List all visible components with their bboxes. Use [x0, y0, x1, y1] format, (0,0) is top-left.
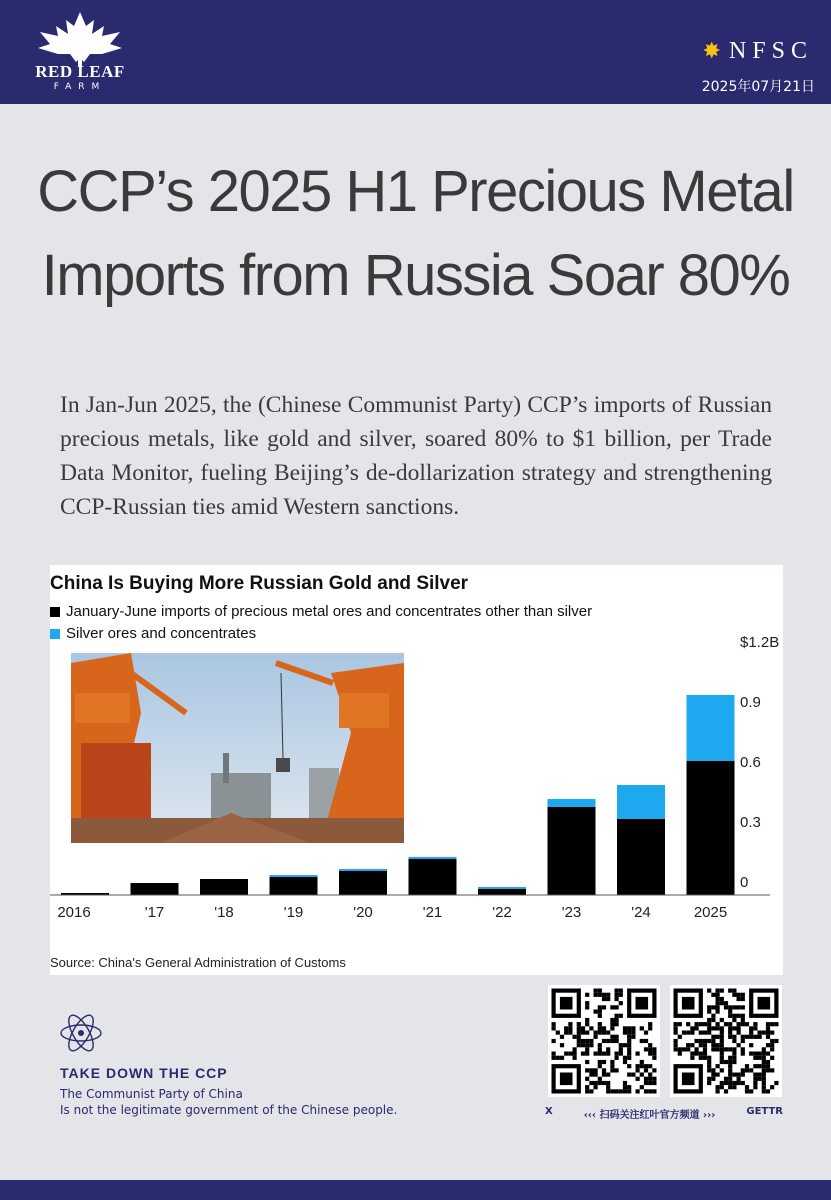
qr-caption: [545, 1106, 783, 1121]
bar-silver-8: [617, 785, 665, 819]
x-tick-label: 2016: [57, 904, 91, 921]
bar-silver-5: [409, 857, 457, 859]
legend-label-other: January-June imports of precious metal ores and concentrates other than silver: [66, 603, 593, 620]
legend-label-silver: Silver ores and concentrates: [66, 625, 257, 642]
logo-subtext: FARM: [53, 82, 107, 92]
footer-headline: TAKE DOWN THE CCP: [60, 1065, 228, 1081]
qr-label-x: X: [545, 1106, 553, 1117]
y-tick-label: 0.6: [740, 754, 761, 771]
x-tick-label: '23: [561, 904, 582, 921]
qr-code-gettr[interactable]: [670, 985, 782, 1097]
atom-icon: [58, 1010, 104, 1056]
bar-silver-9: [687, 695, 735, 761]
y-tick-label: 0: [740, 874, 749, 891]
org-label: NFSC: [728, 38, 813, 64]
bar-other-metals-1: [131, 883, 179, 895]
bar-other-metals-4: [339, 871, 387, 895]
y-tick-label: 0.3: [740, 814, 761, 831]
x-tick-label: 2025: [693, 904, 728, 921]
logo-text: RED LEAF: [35, 62, 125, 81]
maple-leaf-icon: [30, 10, 130, 66]
bar-other-metals-3: [270, 877, 318, 895]
x-tick-label: '24: [631, 904, 651, 921]
header-bar: [0, 0, 831, 104]
chart-title: China Is Buying More Russian Gold and Silver: [50, 573, 469, 594]
bar-silver-4: [339, 869, 387, 871]
qr-label-middle: ‹‹‹ 扫码关注红叶官方频道 ›››: [583, 1110, 716, 1121]
bar-other-metals-2: [200, 879, 248, 895]
x-tick-label: '17: [144, 904, 165, 921]
headline: CCP’s 2025 H1 Precious Metal Imports from Russia Soar 80%: [37, 159, 794, 308]
bar-other-metals-8: [617, 819, 665, 895]
post-date: 2025年07月21日: [701, 79, 815, 95]
bar-silver-6: [478, 887, 526, 889]
bar-other-metals-9: [687, 761, 735, 895]
org-name: [703, 38, 813, 65]
footer-line-2: Is not the legitimate government of the Chinese people.: [60, 1103, 398, 1117]
star-icon: ✸: [702, 38, 721, 63]
footer-line-1: The Communist Party of China: [60, 1087, 243, 1101]
bar-other-metals-7: [548, 807, 596, 895]
x-tick-label: '21: [422, 904, 443, 921]
bar-silver-3: [270, 875, 318, 877]
red-leaf-logo: [30, 10, 130, 98]
bar-other-metals-6: [478, 889, 526, 895]
chart-panel: [50, 565, 783, 975]
y-tick-label: $1.2B: [740, 634, 780, 651]
port-crane-photo: [71, 653, 404, 843]
x-tick-label: '22: [492, 904, 512, 921]
footer-bar: [0, 1180, 831, 1200]
x-tick-label: '18: [214, 904, 234, 921]
x-tick-label: '19: [283, 904, 304, 921]
qr-code-x[interactable]: [548, 985, 660, 1097]
intro-paragraph: In Jan-Jun 2025, the (Chinese Communist Party) CCP’s imports of Russian precious metals, like gold and silver, soared 80% to $1 billion, per Trade Data Monitor, fueling Beijing’s de-dollarization strategy and strengthening CCP-Russian ties amid Western sanctions.: [60, 392, 772, 520]
bar-silver-7: [548, 799, 596, 807]
x-tick-label: '20: [353, 904, 373, 921]
y-tick-label: 0.9: [740, 694, 761, 711]
bar-other-metals-5: [409, 859, 457, 895]
qr-label-gettr: GETTR: [746, 1106, 783, 1117]
chart-source: Source: China's General Administration of Customs: [50, 955, 346, 970]
